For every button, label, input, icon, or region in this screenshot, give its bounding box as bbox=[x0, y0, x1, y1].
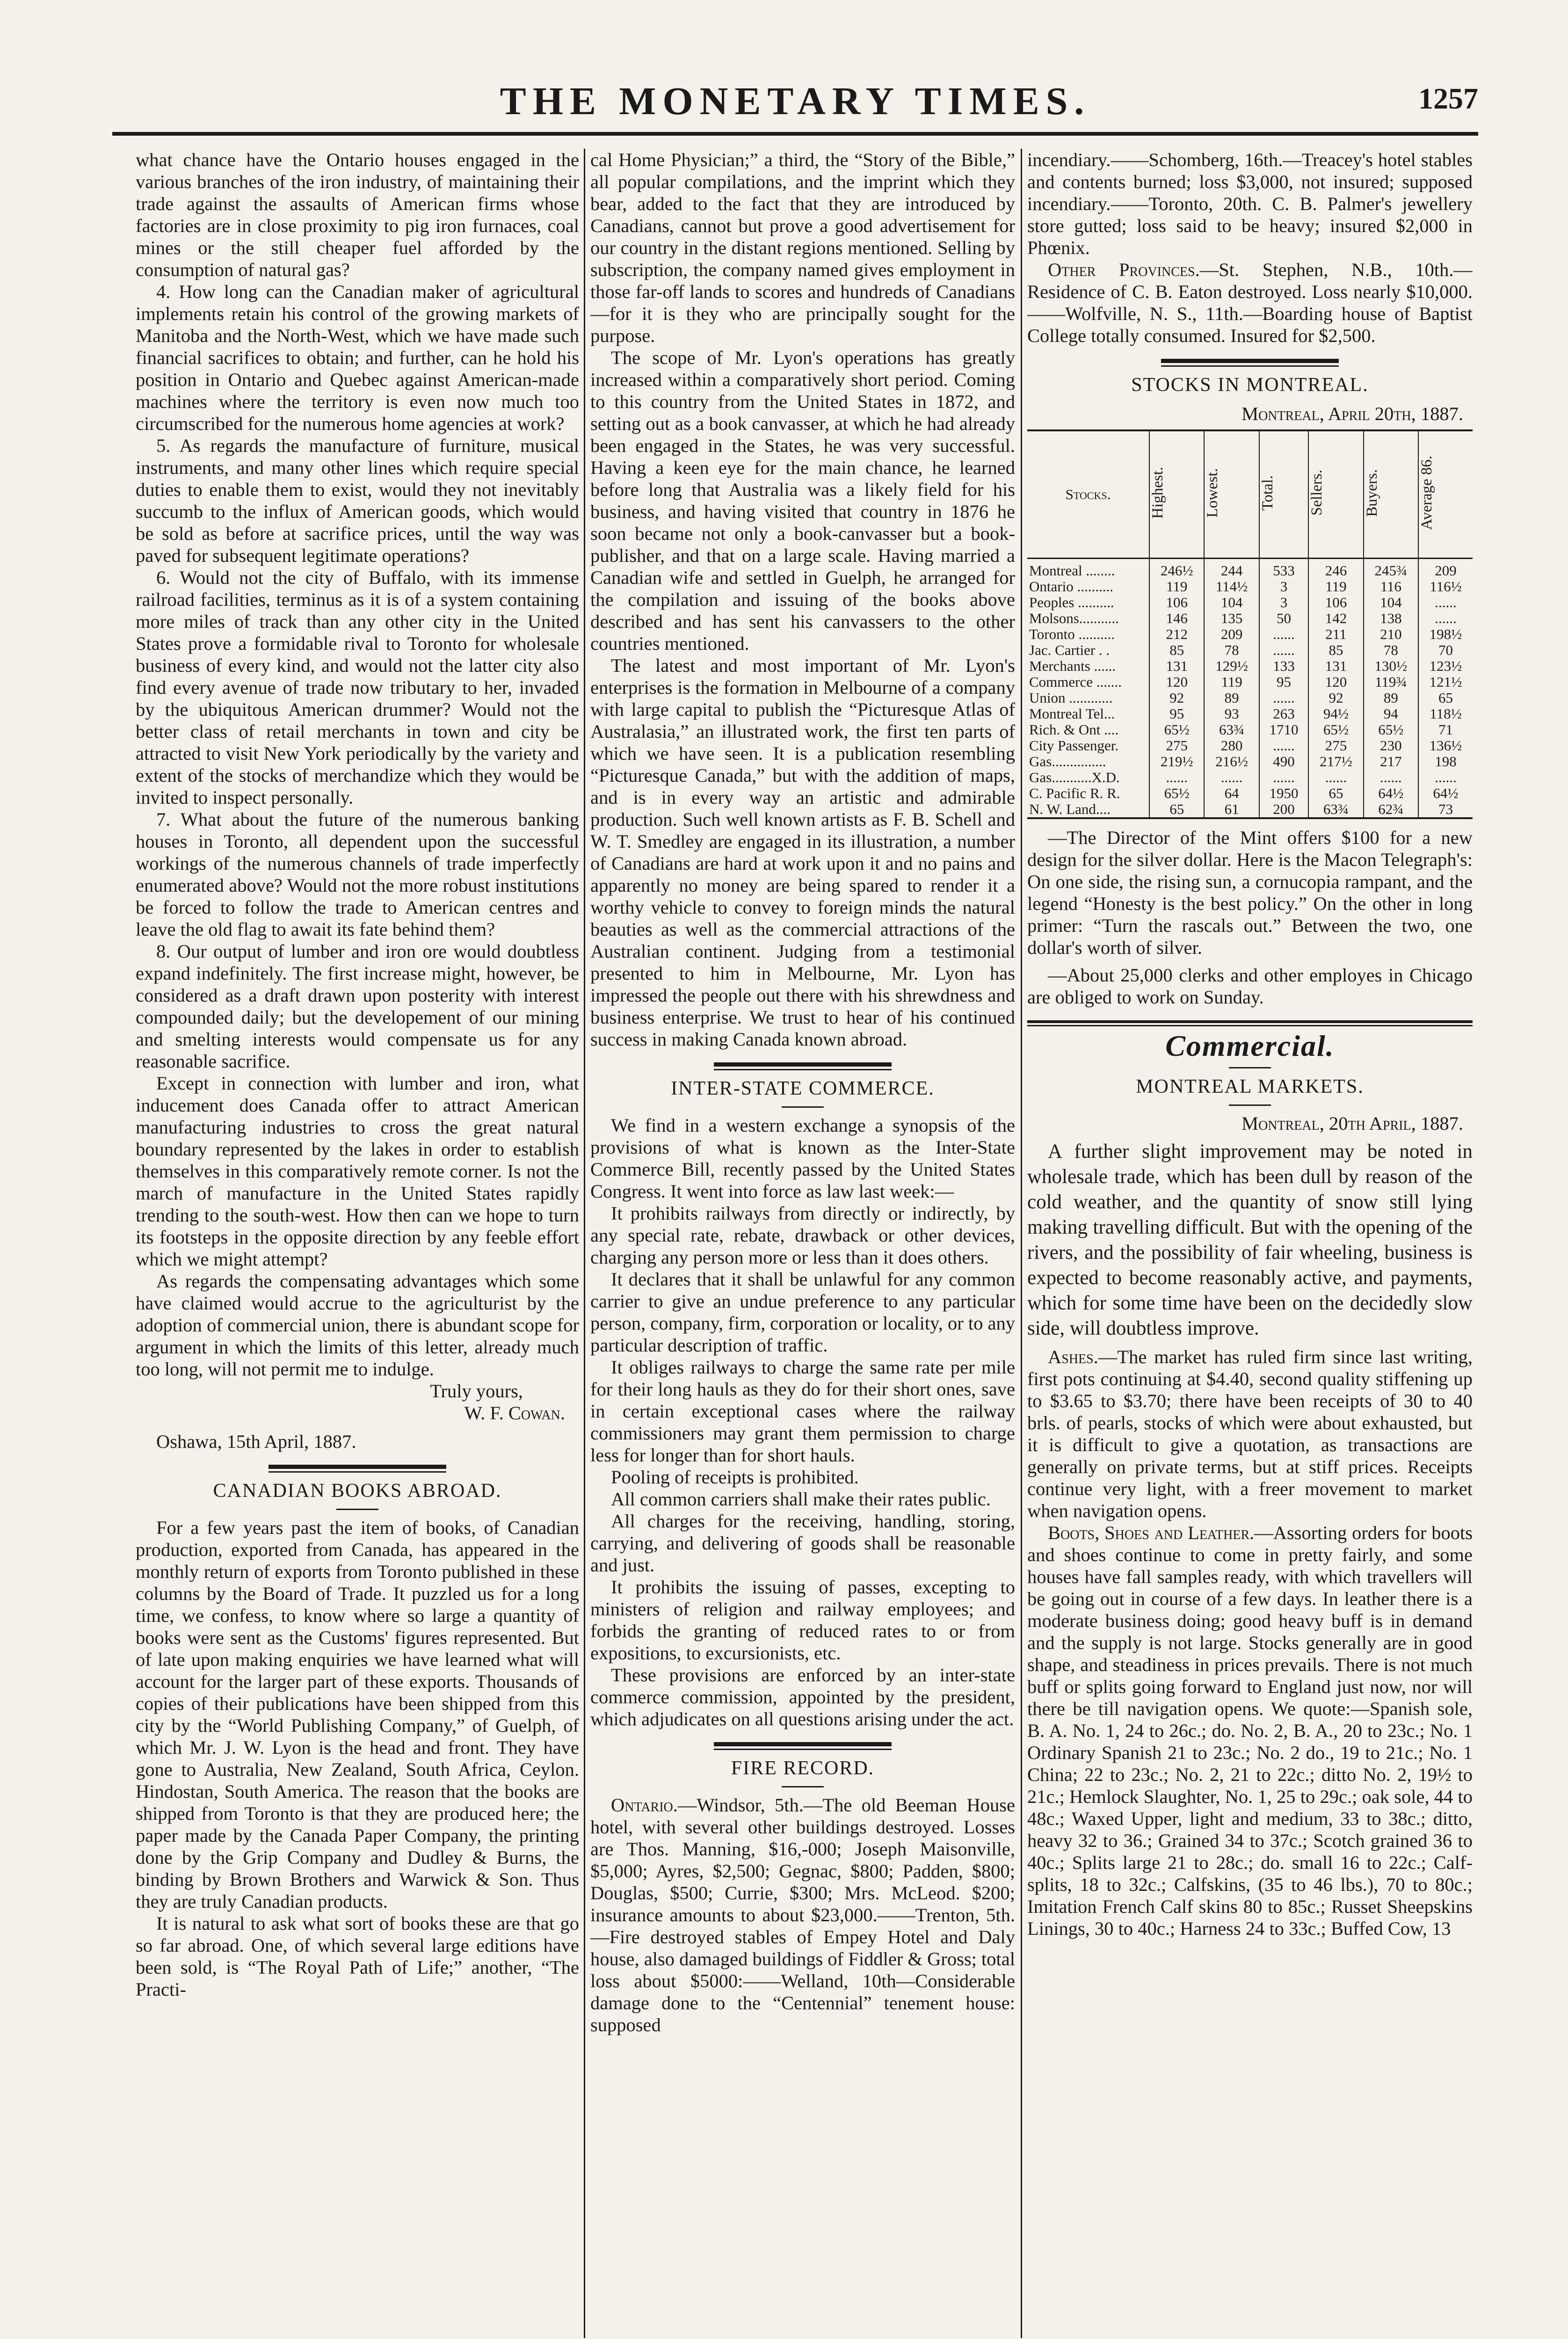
run-in-label: Other Provinces. bbox=[1048, 259, 1200, 280]
stock-value-cell: 142 bbox=[1308, 610, 1363, 626]
stock-value-cell: 114½ bbox=[1204, 579, 1259, 595]
column-1 bbox=[136, 149, 579, 2338]
stock-value-cell: 212 bbox=[1149, 626, 1204, 642]
commercial-heading: Commercial. bbox=[1165, 1029, 1335, 1062]
stocks-table-row bbox=[1027, 706, 1473, 722]
stocks-table-row bbox=[1027, 785, 1473, 801]
stock-value-cell: 120 bbox=[1308, 674, 1363, 690]
stock-value-cell: 490 bbox=[1259, 754, 1308, 770]
stock-name-cell: Montreal Tel... bbox=[1029, 705, 1115, 722]
stock-name-cell: C. Pacific R. R. bbox=[1029, 785, 1120, 801]
stock-value-cell: 64 bbox=[1204, 785, 1259, 801]
column-header: Lowest. bbox=[1204, 430, 1259, 559]
stock-value-cell: 104 bbox=[1364, 595, 1418, 610]
stock-value-cell: ...... bbox=[1259, 690, 1308, 706]
stock-value-cell: 64½ bbox=[1418, 785, 1473, 801]
stock-value-cell: 106 bbox=[1149, 595, 1204, 610]
section-heading-fire-record: FIRE RECORD. bbox=[731, 1758, 875, 1779]
stock-name-cell: N. W. Land.... bbox=[1029, 801, 1111, 817]
paragraph: All common carriers shall make their rates public. bbox=[611, 1489, 991, 1510]
stock-value-cell: 246 bbox=[1308, 559, 1363, 579]
stock-value-cell: 65½ bbox=[1149, 785, 1204, 801]
paragraph-text: —Assorting orders for boots and shoes continue to come in pretty fairly, and some houses have fall samples ready, with which travellers will be going out in course of a few days. In leather there is a moderate business doing; good heavy buff is in demand and the supply is not large. Stocks generally are in good shape, and steadiness in prices prevails. There is not much buff or splits going forward to England just now, nor will there be till navigation opens. We quote:—Spanish sole, B. A. No. 1, 24 to 26c.; do. No. 2, B. A., 20 to 23c.; No. 1 Ordinary Spanish 21 to 23c.; No. 2 do., 19 to 21c.; No. 1 China; 22 to 23c.; No. 2, 21 to 22c.; ditto No. 2, 19½ to 21c.; Hemlock Slaughter, No. 1, 25 to 29c.; oak sole, 44 to 48c.; Waxed Upper, light and medium, 33 to 38c.; ditto, heavy 32 to 36.; Grained 34 to 37c.; Scotch grained 36 to 40c.; Splits large 21 to 28c.; do. small 16 to 22c.; Calf-splits, 18 to 32c.; Calfskins, (35 to 46 lbs.), 70 to 80c.; Imitation French Calf skins 80 to 85c.; Russet Sheepskins Linings, 30 to 40c.; Harness 24 to 33c.; Buffed Cow, 13 bbox=[1027, 1522, 1473, 1939]
stock-value-cell: 89 bbox=[1204, 690, 1259, 706]
stock-value-cell: 129½ bbox=[1204, 658, 1259, 674]
stock-value-cell: ...... bbox=[1259, 642, 1308, 658]
stock-value-cell: 89 bbox=[1364, 690, 1418, 706]
stock-value-cell: 131 bbox=[1149, 658, 1204, 674]
paragraph: what chance have the Ontario houses engaged in the various branches of the iron industry, of maintaining their trade against the assaults of American firms whose factories are in close proximity to pig iron furnaces, coal mines or the still cheaper fuel afforded by the consumption of natural gas? bbox=[136, 149, 579, 280]
paragraph: For a few years past the item of books, of Canadian production, exported from Canada, has appeared in the monthly return of exports from Toronto published in these columns by the Board of Trade. It puzzled us for a long time, we confess, to know where so large a quantity of books were sent as the Customs' figures represented. But of late upon making enquiries we have learned what will account for the larger part of these exports. Thousands of copies of their publications have been shipped from this city by the “World Publishing Company,” of Guelph, of which Mr. J. W. Lyon is the head and front. They have gone to Australia, New Zealand, South Africa, Ceylon. Hindostan, South America. The reason that the books are shipped from Toronto is that they are produced here; the paper made by the Canada Paper Company, the printing done by the Grip Company and Dudley & Burns, the binding by Brown Brothers and Warwick & Son. Thus they are truly Canadian products. bbox=[136, 1517, 579, 1912]
stock-value-cell: 63¾ bbox=[1308, 801, 1363, 818]
stock-value-cell: 123½ bbox=[1418, 658, 1473, 674]
stocks-table bbox=[1027, 429, 1473, 819]
stock-value-cell: 106 bbox=[1308, 595, 1363, 610]
stock-value-cell: 131 bbox=[1308, 658, 1363, 674]
column-divider-2 bbox=[1021, 149, 1022, 2338]
section-heading-inter-state-commerce: INTER-STATE COMMERCE. bbox=[671, 1078, 935, 1099]
stock-name-cell: Rich. & Ont .... bbox=[1029, 721, 1119, 738]
stock-value-cell: 85 bbox=[1308, 642, 1363, 658]
stock-value-cell: 209 bbox=[1204, 626, 1259, 642]
stock-value-cell: 65½ bbox=[1308, 722, 1363, 738]
column-header: Buyers. bbox=[1364, 430, 1418, 559]
stock-name-cell: Gas............... bbox=[1029, 753, 1106, 770]
paragraph: incendiary.——Schomberg, 16th.—Treacey's hotel stables and contents burned; loss $3,000, not insured; supposed incendiary.——Toronto, 20th. C. B. Palmer's jewellery store gutted; loss said to be heavy; insured $2,000 in Phœnix. bbox=[1027, 149, 1473, 258]
stock-value-cell: 1710 bbox=[1259, 722, 1308, 738]
stocks-table-row bbox=[1027, 642, 1473, 658]
stock-value-cell: 78 bbox=[1364, 642, 1418, 658]
stock-value-cell: 73 bbox=[1418, 801, 1473, 818]
stock-name-cell: Jac. Cartier . . bbox=[1029, 642, 1110, 658]
stock-value-cell: 133 bbox=[1259, 658, 1308, 674]
stock-value-cell: 275 bbox=[1149, 738, 1204, 754]
stocks-table-row bbox=[1027, 690, 1473, 706]
stock-value-cell: ...... bbox=[1259, 738, 1308, 754]
section-separator bbox=[269, 1465, 446, 1473]
paragraph: All charges for the receiving, handling, storing, carrying, and delivering of goods shall be reasonable and just. bbox=[590, 1511, 1015, 1576]
stock-value-cell: ...... bbox=[1364, 770, 1418, 785]
stock-value-cell: 263 bbox=[1259, 706, 1308, 722]
paragraph bbox=[1027, 1346, 1473, 1522]
stock-name-cell: Ontario .......... bbox=[1029, 578, 1113, 595]
stock-value-cell: 62¾ bbox=[1364, 801, 1418, 818]
stock-value-cell: 135 bbox=[1204, 610, 1259, 626]
paragraph: cal Home Physician;” a third, the “Story of the Bible,” all popular compilations, and the imprint which they bear, added to the fact that they are introduced by Canadians, cannot but prove a good advertisement for our country in the distant regions mentioned. Selling by subscription, the company named gives employment in those far-off lands to scores and hundreds of Canadians—for it is they who are principally sought for the purpose. bbox=[590, 149, 1015, 346]
column-header: Total. bbox=[1259, 430, 1308, 559]
stock-value-cell: 136½ bbox=[1418, 738, 1473, 754]
run-in-label: Ontario. bbox=[611, 1794, 678, 1816]
stocks-table-row bbox=[1027, 595, 1473, 610]
stock-value-cell: ...... bbox=[1418, 595, 1473, 610]
stock-value-cell: 85 bbox=[1149, 642, 1204, 658]
stocks-table-row bbox=[1027, 626, 1473, 642]
paragraph-text: —St. Stephen, N.B., 10th.—Residence of C. B. Eaton destroyed. Loss nearly $10,000.——Wolfville, N. S., 11th.—Boarding house of Baptist College totally consumed. Insured for $2,500. bbox=[1027, 259, 1473, 346]
stock-value-cell: 210 bbox=[1364, 626, 1418, 642]
section-separator bbox=[714, 1062, 892, 1070]
paragraph bbox=[1027, 259, 1473, 347]
publication-title: THE MONETARY TIMES. bbox=[500, 80, 1091, 123]
paragraph: As regards the compensating advantages which some have claimed would accrue to the agriculturist by the adoption of commercial union, there is abundant scope for argument in which the limits of this letter, already much too long, will not permit me to indulge. bbox=[136, 1271, 579, 1380]
masthead-rule bbox=[112, 132, 1478, 136]
heading-rule bbox=[1229, 1067, 1271, 1068]
stock-value-cell: 3 bbox=[1259, 595, 1308, 610]
stocks-table-row bbox=[1027, 770, 1473, 785]
section-double-rule bbox=[1027, 1020, 1473, 1023]
stock-value-cell: 200 bbox=[1259, 801, 1308, 818]
stocks-dateline: Montreal, April 20th, 1887. bbox=[1241, 403, 1463, 424]
markets-dateline: Montreal, 20th April, 1887. bbox=[1241, 1113, 1463, 1134]
stock-name-cell: Montreal ........ bbox=[1029, 562, 1115, 579]
stock-value-cell: 70 bbox=[1418, 642, 1473, 658]
stock-name-cell: Merchants ...... bbox=[1029, 658, 1116, 674]
letter-signature: W. F. Cowan. bbox=[464, 1402, 565, 1424]
stocks-table-row bbox=[1027, 579, 1473, 595]
paragraph: We find in a western exchange a synopsis of the provisions of what is known as the Inter-State Commerce Bill, recently passed by the United States Congress. It went into force as law last week:— bbox=[590, 1115, 1015, 1202]
stock-value-cell: 119 bbox=[1204, 674, 1259, 690]
column-header: Sellers. bbox=[1308, 430, 1363, 559]
stock-value-cell: 71 bbox=[1418, 722, 1473, 738]
heading-rule bbox=[782, 1106, 824, 1108]
stocks-table-row bbox=[1027, 722, 1473, 738]
stock-value-cell: 219½ bbox=[1149, 754, 1204, 770]
stock-value-cell: 65½ bbox=[1364, 722, 1418, 738]
stock-value-cell: 104 bbox=[1204, 595, 1259, 610]
stock-value-cell: 61 bbox=[1204, 801, 1259, 818]
run-in-label: Boots, Shoes and Leather. bbox=[1048, 1522, 1255, 1543]
stock-value-cell: 93 bbox=[1204, 706, 1259, 722]
stock-value-cell: 63¾ bbox=[1204, 722, 1259, 738]
stock-value-cell: 198 bbox=[1418, 754, 1473, 770]
stocks-table-row bbox=[1027, 801, 1473, 818]
stock-value-cell: 65½ bbox=[1149, 722, 1204, 738]
stock-value-cell: 275 bbox=[1308, 738, 1363, 754]
stock-name-cell: Commerce ....... bbox=[1029, 674, 1122, 690]
paragraph bbox=[590, 1794, 1015, 2036]
stocks-table-row bbox=[1027, 658, 1473, 674]
stock-value-cell: ...... bbox=[1418, 610, 1473, 626]
stock-value-cell: 94½ bbox=[1308, 706, 1363, 722]
page-number: 1257 bbox=[1418, 82, 1478, 115]
stock-value-cell: ...... bbox=[1149, 770, 1204, 785]
stock-value-cell: 94 bbox=[1364, 706, 1418, 722]
stock-value-cell: 244 bbox=[1204, 559, 1259, 579]
paragraph: The scope of Mr. Lyon's operations has greatly increased within a comparatively short period. Coming to this country from the United States in 1872, and setting out as a book canvasser, at which he had already been engaged in the States, he was very successful. Having a keen eye for the main chance, he learned before long that Australia was a likely field for his business, and having visited that country in 1876 he soon became not only a book-canvasser but a book-publisher, and that on a large scale. Having married a Canadian wife and settled in Guelph, he arranged for the compilation and issuing of the books above described and has sent his canvassers to the other countries mentioned. bbox=[590, 347, 1015, 654]
stock-value-cell: 1950 bbox=[1259, 785, 1308, 801]
stock-value-cell: 198½ bbox=[1418, 626, 1473, 642]
stock-value-cell: ...... bbox=[1308, 770, 1363, 785]
stock-value-cell: 146 bbox=[1149, 610, 1204, 626]
paragraph: Pooling of receipts is prohibited. bbox=[611, 1467, 859, 1488]
paragraph: 8. Our output of lumber and iron ore would doubtless expand indefinitely. The first increase might, however, be considered as a draft drawn upon posterity with interest compounded daily; but the developement of our mining and smelting interests would compensate us for any reasonable sacrifice. bbox=[136, 941, 579, 1072]
stock-value-cell: 65 bbox=[1149, 801, 1204, 818]
column-header: Stocks. bbox=[1027, 430, 1149, 559]
stock-value-cell: 78 bbox=[1204, 642, 1259, 658]
paragraph: These provisions are enforced by an inter-state commerce commission, appointed by the president, which adjudicates on all questions arising under the act. bbox=[590, 1664, 1015, 1729]
paragraph: 4. How long can the Canadian maker of agricultural implements retain his control of the growing markets of Manitoba and the North-West, which we have made such financial sacrifices to obtain; and further, can he hold his position in Ontario and Quebec against American-made machines where the territory is even now much too circumscribed for the numerous home agencies at work? bbox=[136, 281, 579, 434]
stocks-table-row bbox=[1027, 754, 1473, 770]
paragraph: —The Director of the Mint offers $100 for a new design for the silver dollar. Here is the Macon Telegraph's: On one side, the rising sun, a cornucopia rampant, and the legend “Honesty is the best policy.” On the other in long primer: “Turn the rascals out.” Between the two, one dollar's worth of silver. bbox=[1027, 827, 1473, 958]
stock-name-cell: Union ............ bbox=[1029, 690, 1113, 706]
paragraph: Except in connection with lumber and iron, what inducement does Canada offer to attract American manufacturing industries to cross the great natural boundary represented by the lakes in order to establish themselves in this comparatively remote corner. Is not the march of manufacture in the United States rapidly trending to the south-west. How then can we hope to turn its footsteps in the opposite direction by any feeble effort which we might attempt? bbox=[136, 1073, 579, 1270]
stock-value-cell: 119¾ bbox=[1364, 674, 1418, 690]
stock-value-cell: 50 bbox=[1259, 610, 1308, 626]
stock-value-cell: 211 bbox=[1308, 626, 1363, 642]
stock-name-cell: City Passenger. bbox=[1029, 737, 1119, 754]
letter-closing: Truly yours, bbox=[430, 1380, 523, 1402]
stock-value-cell: 216½ bbox=[1204, 754, 1259, 770]
section-double-rule-thin bbox=[1027, 1025, 1473, 1026]
run-in-label: Ashes. bbox=[1048, 1346, 1098, 1367]
paragraph: —About 25,000 clerks and other employes in Chicago are obliged to work on Sunday. bbox=[1027, 965, 1473, 1008]
section-separator bbox=[1161, 359, 1339, 367]
stock-value-cell: 92 bbox=[1149, 690, 1204, 706]
stock-value-cell: 116½ bbox=[1418, 579, 1473, 595]
letter-dateline: Oshawa, 15th April, 1887. bbox=[156, 1431, 356, 1452]
stocks-table-row bbox=[1027, 559, 1473, 579]
stock-value-cell: 118½ bbox=[1418, 706, 1473, 722]
stock-value-cell: 217 bbox=[1364, 754, 1418, 770]
stock-value-cell: 119 bbox=[1308, 579, 1363, 595]
paragraph-text: —Windsor, 5th.—The old Beeman House hotel, with several other buildings destroyed. Losses are Thos. Manning, $16,-000; Joseph Maisonville, $5,000; Ayres, $2,500; Gegnac, $800; Padden, $800; Douglas, $500; Currie, $300; Mrs. McLeod. $200; insurance amounts to about $23,000.——Trenton, 5th.—Fire destroyed stables of Empey Hotel and Daly house, also damaged buildings of Fiddler & Gross; total loss about $5000:——Welland, 10th—Considerable damage done to the “Centennial” tenement house: supposed bbox=[590, 1794, 1015, 2035]
paragraph: 6. Would not the city of Buffalo, with its immense railroad facilities, terminus as it is of a system containing more miles of track than any other city in the United States prove a formidable rival to Toronto for wholesale business of every kind, and would not the latter city also find every avenue of trade now tributary to her, invaded by the ubiquitous American drummer? Would not the better class of retail merchants in town and city be attracted to visit New York periodically by the variety and extent of the stocks of merchandize which they would be invited to inspect personally. bbox=[136, 567, 579, 808]
section-separator bbox=[714, 1742, 892, 1750]
stock-value-cell: 130½ bbox=[1364, 658, 1418, 674]
stock-value-cell: 209 bbox=[1418, 559, 1473, 579]
stock-value-cell: ...... bbox=[1204, 770, 1259, 785]
stock-value-cell: 119 bbox=[1149, 579, 1204, 595]
masthead bbox=[112, 70, 1478, 136]
stocks-table-row bbox=[1027, 738, 1473, 754]
stock-value-cell: 116 bbox=[1364, 579, 1418, 595]
section-heading-canadian-books: CANADIAN BOOKS ABROAD. bbox=[213, 1480, 502, 1502]
stock-value-cell: 121½ bbox=[1418, 674, 1473, 690]
paragraph: It prohibits railways from directly or indirectly, by any special rate, rebate, drawback or other devices, charging any person more or less than it does others. bbox=[590, 1203, 1015, 1268]
stock-value-cell: 280 bbox=[1204, 738, 1259, 754]
stock-name-cell: Toronto .......... bbox=[1029, 626, 1115, 642]
stock-value-cell: ...... bbox=[1259, 626, 1308, 642]
section-heading-montreal-markets: MONTREAL MARKETS. bbox=[1136, 1076, 1364, 1097]
stock-value-cell: ...... bbox=[1418, 770, 1473, 785]
paragraph: 7. What about the future of the numerous banking houses in Toronto, all dependent upon the successful workings of the numerous channels of trade imperfectly enumerated above? Would not the more robust institutions be forced to follow the trade to American centres and leave the old flag to await its fate behind them? bbox=[136, 809, 579, 940]
paragraph: It obliges railways to charge the same rate per mile for their long hauls as they do for their short ones, save in certain exceptional cases where the railway commissioners may grant them permission to charge less for longer than for short hauls. bbox=[590, 1357, 1015, 1466]
column-header: Highest. bbox=[1149, 430, 1204, 559]
stock-value-cell: 138 bbox=[1364, 610, 1418, 626]
paragraph: It declares that it shall be unlawful for any common carrier to give an undue preference to any particular person, company, firm, corporation or locality, or to any particular description of traffic. bbox=[590, 1269, 1015, 1356]
column-divider-1 bbox=[584, 149, 585, 2338]
paragraph bbox=[1027, 1522, 1473, 1939]
paragraph-text: —The market has ruled firm since last writing, first pots continuing at $4.40, second quality stiffening up to $3.65 to $3.70; there have been receipts of 30 to 40 brls. of pearls, stocks of which were about exhausted, but it is difficult to give a quotation, as transactions are generally on private terms, but at stiff prices. Receipts continue very light, with a freer movement to market when navigation opens. bbox=[1027, 1346, 1473, 1521]
stock-name-cell: Molsons........... bbox=[1029, 610, 1119, 626]
stock-value-cell: ...... bbox=[1259, 770, 1308, 785]
stock-value-cell: 65 bbox=[1308, 785, 1363, 801]
heading-rule bbox=[1229, 1104, 1271, 1106]
paragraph: It is natural to ask what sort of books these are that go so far abroad. One, of which several large editions have been sold, is “The Royal Path of Life;” another, “The Practi- bbox=[136, 1913, 579, 2000]
heading-rule bbox=[782, 1786, 824, 1787]
stock-name-cell: Peoples .......... bbox=[1029, 594, 1114, 610]
stock-value-cell: 95 bbox=[1259, 674, 1308, 690]
stocks-table-row bbox=[1027, 674, 1473, 690]
heading-rule bbox=[336, 1509, 378, 1510]
stock-value-cell: 246½ bbox=[1149, 559, 1204, 579]
stock-value-cell: 95 bbox=[1149, 706, 1204, 722]
stock-value-cell: 230 bbox=[1364, 738, 1418, 754]
section-heading-stocks-in-montreal: STOCKS IN MONTREAL. bbox=[1131, 374, 1369, 396]
stock-value-cell: 92 bbox=[1308, 690, 1363, 706]
paragraph: A further slight improvement may be noted in wholesale trade, which has been dull by reason of the cold weather, and the quantity of snow still lying making travelling difficult. But with the opening of the rivers, and the possibility of fair wheeling, business is expected to become reasonably active, and payments, which for some time have been on the decidedly slow side, will doubtless improve. bbox=[1027, 1140, 1473, 1339]
column-3 bbox=[1027, 149, 1473, 2338]
stock-value-cell: 533 bbox=[1259, 559, 1308, 579]
paragraph: The latest and most important of Mr. Lyon's enterprises is the formation in Melbourne of a company with large capital to publish the “Picturesque Atlas of Australasia,” an illustrated work, the first ten parts of which we have seen. It is a publication resembling “Picturesque Canada,” but with the addition of maps, and is in every way an artistic and admirable production. Such well known artists as F. B. Schell and W. T. Smedley are engaged in its illustration, a number of Canadians are hard at work upon it and no pains and apparently no money are being spared to render it a worthy vehicle to convey to foreign minds the natural beauties as well as the commercial attractions of the Australian continent. Judging from a testimonial presented to him in Melbourne, Mr. Lyon has impressed the people out there with his shrewdness and business enterprise. We trust to hear of his continued success in making Canada known abroad. bbox=[590, 655, 1015, 1050]
paragraph: 5. As regards the manufacture of furniture, musical instruments, and many other lines which require special duties to enable them to exist, would they not inevitably succumb to the influx of American goods, which would be sold as before at sacrifice prices, until the way was paved for subsequent legitimate operations? bbox=[136, 435, 579, 566]
stock-value-cell: 3 bbox=[1259, 579, 1308, 595]
column-header: Average 86. bbox=[1418, 430, 1473, 559]
stock-name-cell: Gas...........X.D. bbox=[1029, 769, 1120, 785]
paragraph: It prohibits the issuing of passes, excepting to ministers of religion and railway employees; and forbids the granting of reduced rates to or from expositions, to excursionists, etc. bbox=[590, 1576, 1015, 1663]
stock-value-cell: 120 bbox=[1149, 674, 1204, 690]
stock-value-cell: 64½ bbox=[1364, 785, 1418, 801]
column-2 bbox=[590, 149, 1015, 2338]
stock-value-cell: 217½ bbox=[1308, 754, 1363, 770]
stocks-table-header-row bbox=[1027, 430, 1473, 559]
stocks-table-body bbox=[1027, 559, 1473, 819]
stock-value-cell: 65 bbox=[1418, 690, 1473, 706]
stock-value-cell: 245¾ bbox=[1364, 559, 1418, 579]
stocks-table-row bbox=[1027, 610, 1473, 626]
